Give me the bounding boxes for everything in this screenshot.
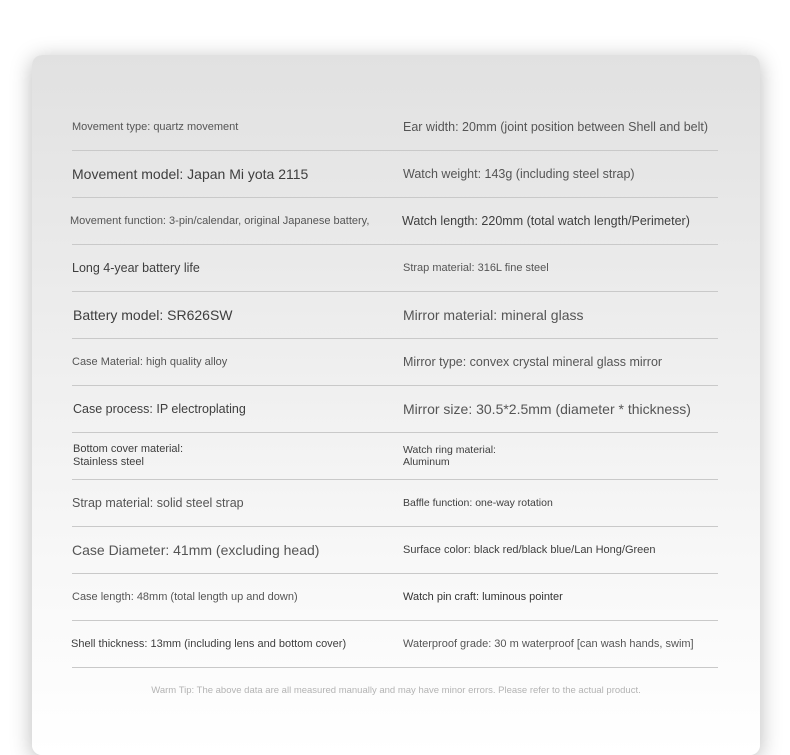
spec-row (72, 151, 718, 198)
spec-watch-weight: Watch weight: 143g (including steel strap) (403, 166, 635, 181)
spec-case-material: Case Material: high quality alloy (72, 355, 228, 368)
spec-row (72, 480, 718, 527)
spec-row (72, 433, 718, 480)
spec-battery-model: Battery model: SR626SW (73, 306, 233, 323)
spec-movement-type: Movement type: quartz movement (72, 120, 239, 133)
spec-waterproof-grade: Waterproof grade: 30 m waterproof [can wash hands, swim] (403, 637, 694, 650)
spec-bottom-cover (73, 433, 183, 479)
spec-mirror-material: Mirror material: mineral glass (403, 306, 584, 323)
spec-row (72, 527, 718, 574)
spec-strap-material-solid: Strap material: solid steel strap (72, 495, 244, 510)
spec-watch-ring (403, 433, 496, 479)
spec-row (72, 245, 718, 292)
spec-row (72, 574, 718, 621)
spec-watch-ring-value: Aluminum (403, 456, 450, 468)
spec-watch-pin-craft: Watch pin craft: luminous pointer (403, 590, 563, 603)
spec-watch-length: Watch length: 220mm (total watch length/Perimeter) (402, 213, 690, 228)
spec-row (72, 292, 718, 339)
spec-case-diameter: Case Diameter: 41mm (excluding head) (72, 541, 320, 558)
spec-card (32, 55, 760, 755)
warm-tip: Warm Tip: The above data are all measured manually and may have minor errors. Please refer to the actual product. (151, 685, 641, 696)
spec-watch-ring-label: Watch ring material: (403, 443, 496, 456)
spec-mirror-size: Mirror size: 30.5*2.5mm (diameter * thickness) (403, 400, 691, 417)
spec-shell-thickness: Shell thickness: 13mm (including lens and bottom cover) (71, 637, 347, 650)
spec-surface-color: Surface color: black red/black blue/Lan Hong/Green (403, 543, 656, 556)
spec-row (72, 621, 718, 668)
spec-strap-material: Strap material: 316L fine steel (403, 261, 549, 274)
spec-row (72, 104, 718, 151)
spec-row (72, 339, 718, 386)
spec-mirror-type: Mirror type: convex crystal mineral glass mirror (403, 354, 663, 369)
spec-movement-model: Movement model: Japan Mi yota 2115 (72, 165, 309, 182)
spec-movement-function: Movement function: 3-pin/calendar, original Japanese battery, (70, 214, 370, 227)
spec-bottom-cover-value: Stainless steel (73, 456, 144, 468)
spec-row (72, 386, 718, 433)
spec-ear-width: Ear width: 20mm (joint position between Shell and belt) (403, 119, 709, 134)
spec-battery-life: Long 4-year battery life (72, 260, 200, 275)
spec-case-process: Case process: IP electroplating (73, 401, 246, 416)
spec-table (72, 104, 718, 668)
spec-case-length: Case length: 48mm (total length up and down) (72, 590, 298, 603)
spec-bottom-cover-label: Bottom cover material: (73, 443, 184, 456)
spec-row (72, 198, 718, 245)
spec-baffle-function: Baffle function: one-way rotation (403, 496, 553, 509)
